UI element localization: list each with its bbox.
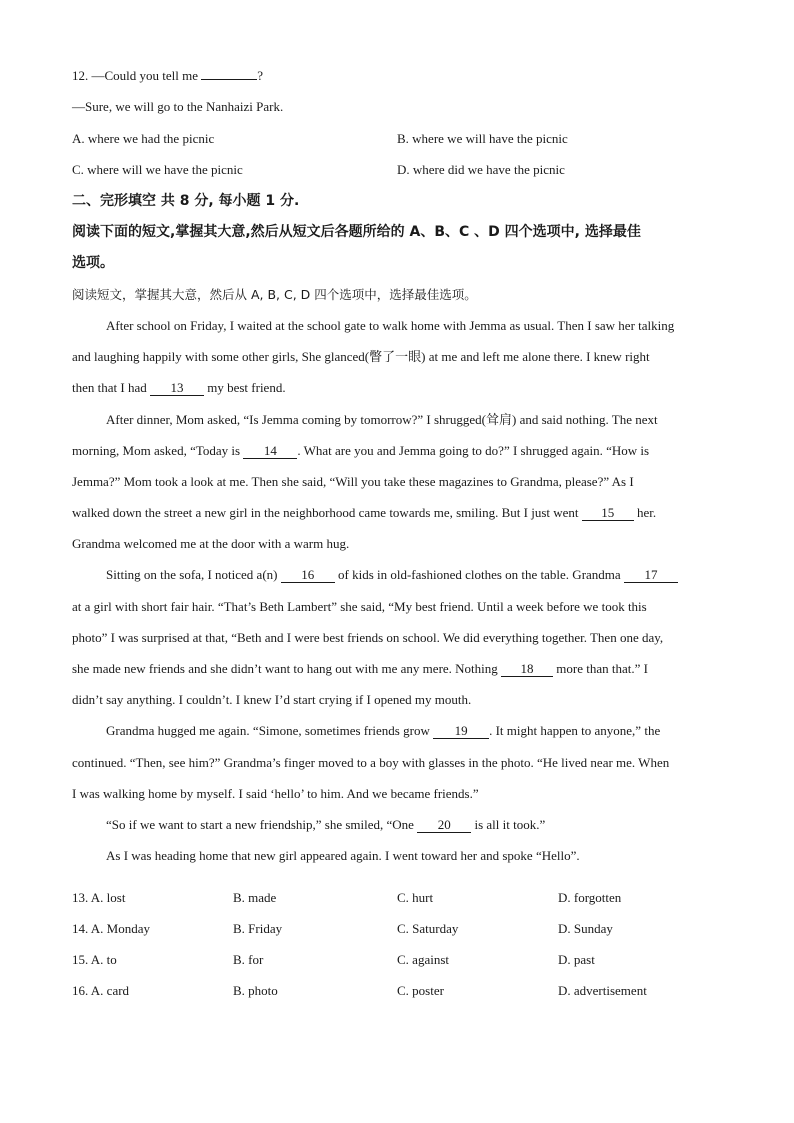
blank-17: 17 bbox=[624, 568, 678, 583]
option-16-a: 16. A. card bbox=[72, 983, 130, 998]
passage-line: continued. “Then, see him?” Grandma’s finger moved to a boy with glasses in the photo. “He lived near me. When bbox=[72, 755, 670, 770]
option-13-c: C. hurt bbox=[397, 890, 434, 905]
blank-19: 19 bbox=[433, 724, 489, 739]
section-instruction-2: 选项。 bbox=[72, 255, 114, 271]
passage-text: . It might happen to anyone,” the bbox=[489, 723, 661, 738]
blank-14: 14 bbox=[243, 444, 297, 459]
option-14-c: C. Saturday bbox=[397, 921, 459, 936]
option-14-a: 14. A. Monday bbox=[72, 921, 150, 936]
blank-18: 18 bbox=[501, 662, 553, 677]
option-13-b: B. made bbox=[233, 890, 277, 905]
passage-line bbox=[72, 443, 649, 459]
blank-16: 16 bbox=[281, 568, 335, 583]
option-15-a: 15. A. to bbox=[72, 952, 117, 967]
blank-13: 13 bbox=[150, 381, 204, 396]
option-16-c: C. poster bbox=[397, 983, 444, 998]
q12-stem-end: ? bbox=[257, 68, 264, 83]
option-13-d: D. forgotten bbox=[558, 890, 622, 905]
passage-line: photo” I was surprised at that, “Beth and I were best friends on school. We did everything together. Then one day, bbox=[72, 630, 664, 645]
option-14-d: D. Sunday bbox=[558, 921, 613, 936]
passage-text: . What are you and Jemma going to do?” I shrugged again. “How is bbox=[297, 443, 650, 458]
passage-line: As I was heading home that new girl appeared again. I went toward her and spoke “Hello”. bbox=[106, 848, 580, 863]
passage-text: of kids in old-fashioned clothes on the table. Grandma bbox=[338, 567, 621, 582]
passage-text: more than that.” I bbox=[556, 661, 648, 676]
passage-text: walked down the street a new girl in the neighborhood came towards me, smiling. But I just went bbox=[72, 505, 579, 520]
q12-blank bbox=[201, 79, 257, 80]
option-15-c: C. against bbox=[397, 952, 449, 967]
q12-option-b: B. where we will have the picnic bbox=[397, 131, 568, 146]
q12-reply: —Sure, we will go to the Nanhaizi Park. bbox=[72, 99, 284, 114]
option-13-a: 13. A. lost bbox=[72, 890, 126, 905]
option-16-b: B. photo bbox=[233, 983, 278, 998]
section-instruction-3: 阅读短文，掌握其大意，然后从 A, B, C, D 四个选项中，选择最佳选项。 bbox=[72, 287, 477, 302]
passage-line: After dinner, Mom asked, “Is Jemma coming by tomorrow?” I shrugged(耸肩) and said nothing. The next bbox=[106, 412, 658, 427]
passage-line: After school on Friday, I waited at the school gate to walk home with Jemma as usual. Then I saw her talking bbox=[106, 318, 675, 333]
passage-text: Sitting on the sofa, I noticed a(n) bbox=[106, 567, 278, 582]
option-15-b: B. for bbox=[233, 952, 264, 967]
passage-text: is all it took.” bbox=[474, 817, 546, 832]
q12-option-a: A. where we had the picnic bbox=[72, 131, 215, 146]
passage-line: didn’t say anything. I couldn’t. I knew I’d start crying if I opened my mouth. bbox=[72, 692, 472, 707]
section-heading: 二、完形填空 共 8 分, 每小题 1 分. bbox=[72, 193, 300, 209]
q12-stem bbox=[72, 68, 263, 84]
q12-option-d: D. where did we have the picnic bbox=[397, 162, 565, 177]
passage-line: Jemma?” Mom took a look at me. Then she said, “Will you take these magazines to Grandma, please?” As I bbox=[72, 474, 634, 489]
blank-20: 20 bbox=[417, 818, 471, 833]
option-15-d: D. past bbox=[558, 952, 595, 967]
passage-line bbox=[72, 505, 656, 521]
passage-line: Grandma welcomed me at the door with a warm hug. bbox=[72, 536, 350, 551]
passage-text: she made new friends and she didn’t want to hang out with me any mere. Nothing bbox=[72, 661, 498, 676]
passage-line bbox=[106, 567, 678, 583]
q12-option-c: C. where will we have the picnic bbox=[72, 162, 243, 177]
section-instruction-1: 阅读下面的短文,掌握其大意,然后从短文后各题所给的 A、B、C 、D 四个选项中, 选择最佳 bbox=[72, 224, 641, 240]
passage-line bbox=[72, 661, 648, 677]
q12-stem-text: 12. —Could you tell me bbox=[72, 68, 199, 83]
passage-text: her. bbox=[637, 505, 657, 520]
passage-text: “So if we want to start a new friendship,” she smiled, “One bbox=[106, 817, 414, 832]
passage-line bbox=[106, 817, 545, 833]
passage-text: morning, Mom asked, “Today is bbox=[72, 443, 241, 458]
passage-line: at a girl with short fair hair. “That’s Beth Lambert” she said, “My best friend. Until a week before we took this bbox=[72, 599, 647, 614]
passage-line: and laughing happily with some other girls, She glanced(瞥了一眼) at me and left me alone there. I knew right bbox=[72, 349, 650, 364]
option-14-b: B. Friday bbox=[233, 921, 283, 936]
passage-text: then that I had bbox=[72, 380, 147, 395]
passage-line bbox=[72, 380, 286, 396]
passage-text: Grandma hugged me again. “Simone, sometimes friends grow bbox=[106, 723, 430, 738]
passage-line: I was walking home by myself. I said ‘hello’ to him. And we became friends.” bbox=[72, 786, 479, 801]
blank-15: 15 bbox=[582, 506, 634, 521]
passage-text: my best friend. bbox=[207, 380, 286, 395]
option-16-d: D. advertisement bbox=[558, 983, 647, 998]
passage-line bbox=[106, 723, 660, 739]
